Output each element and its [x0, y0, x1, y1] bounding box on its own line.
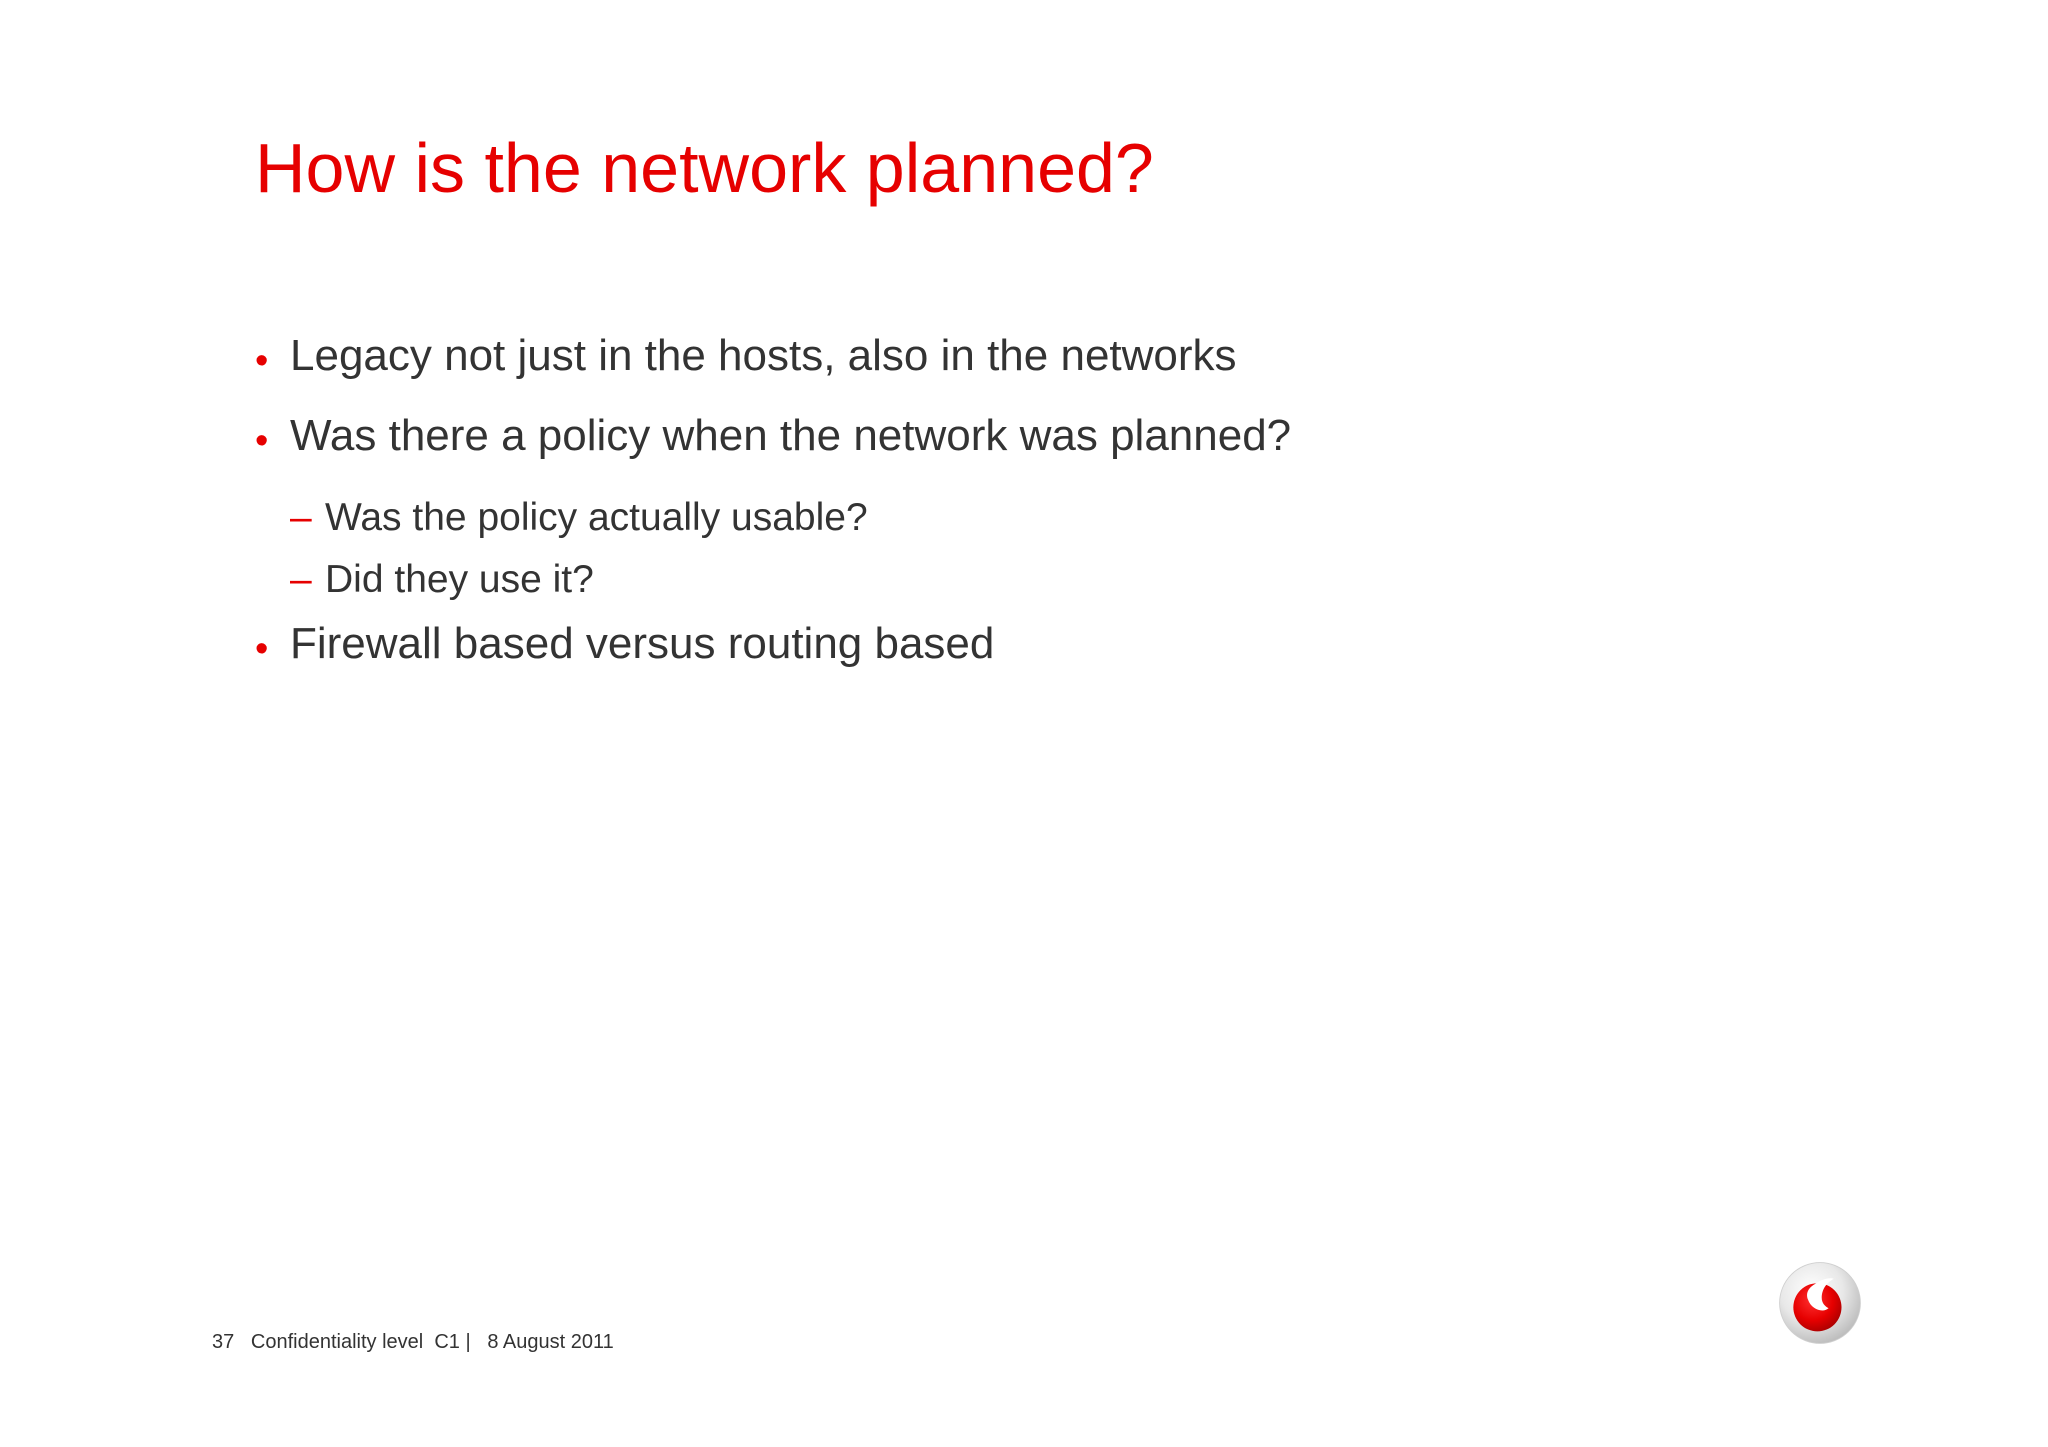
sub-bullet-marker: –	[290, 496, 312, 539]
page-number: 37	[212, 1331, 235, 1353]
sub-bullet-marker: –	[290, 558, 312, 601]
bullet-marker: •	[255, 628, 269, 670]
vodafone-speechmark-logo-icon	[1777, 1260, 1863, 1346]
bullet-text: Was there a policy when the network was planned?	[290, 411, 1292, 460]
bullet-item	[255, 410, 1291, 463]
footer-date: 8 August 2011	[487, 1331, 614, 1353]
sub-bullet-item	[290, 557, 594, 604]
slide-title: How is the network planned?	[255, 129, 1154, 207]
bullet-marker: •	[255, 340, 269, 382]
bullet-text: Legacy not just in the hosts, also in the networks	[290, 331, 1237, 380]
confidentiality-label: Confidentiality level C1 |	[250, 1331, 471, 1353]
bullet-marker: •	[255, 420, 269, 462]
sub-bullet-item	[290, 495, 868, 542]
bullet-text: Firewall based versus routing based	[290, 619, 995, 668]
sub-bullet-text: Did they use it?	[325, 558, 594, 601]
sub-bullet-text: Was the policy actually usable?	[325, 496, 868, 539]
slide-footer	[212, 1331, 614, 1354]
bullet-item	[255, 330, 1237, 383]
bullet-item	[255, 618, 994, 671]
